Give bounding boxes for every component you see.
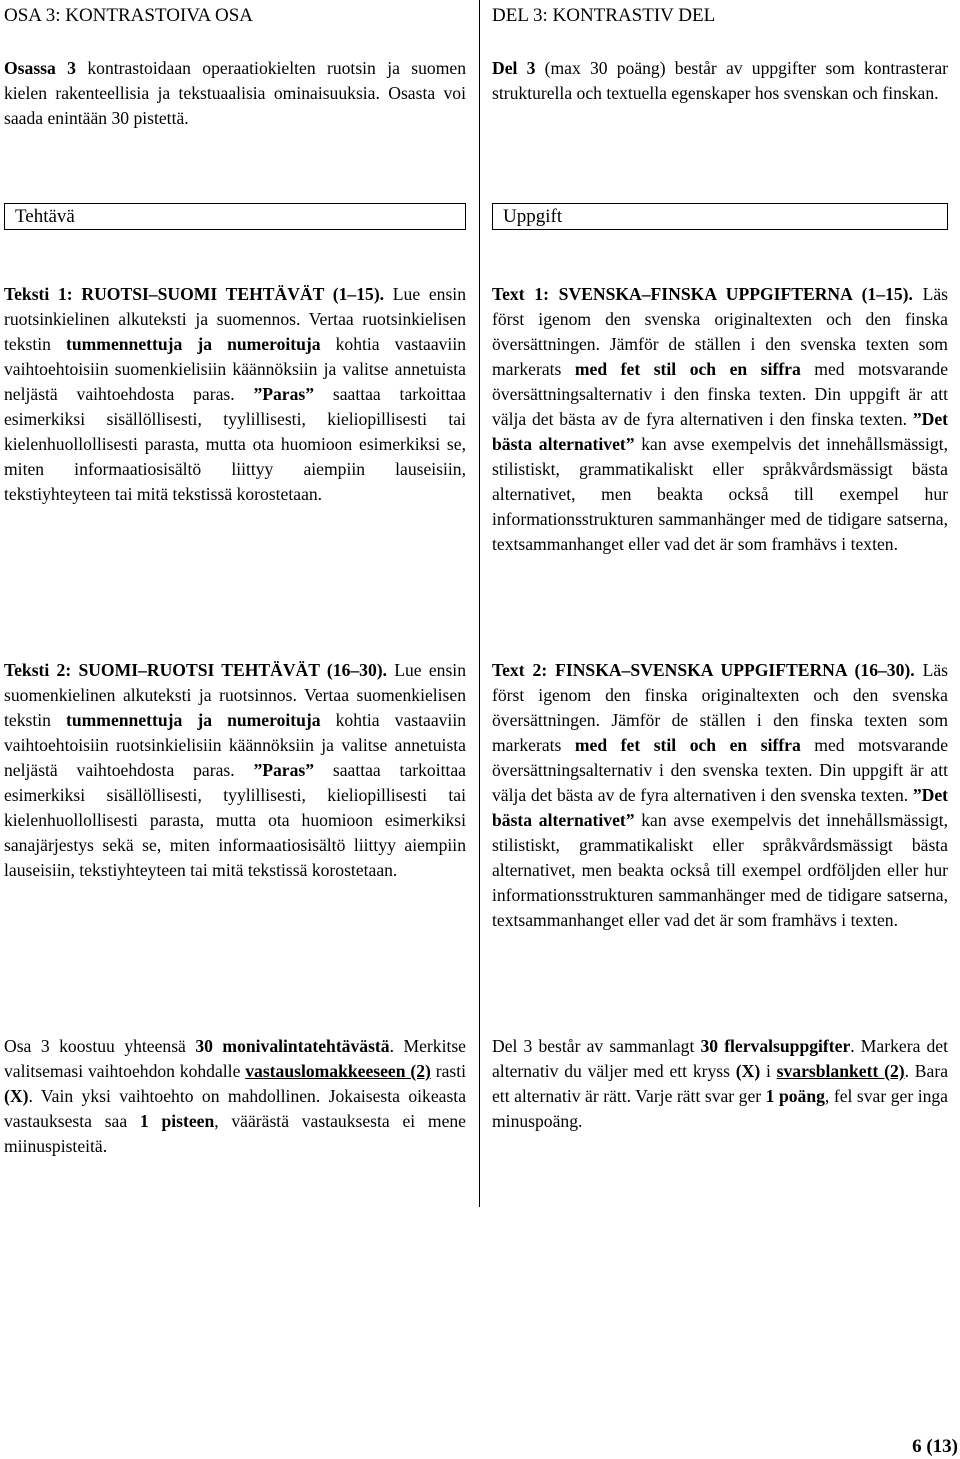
emphasis-underlined: svarsblankett (2) — [776, 1061, 905, 1081]
emphasis-bold: Text 1: SVENSKA–FINSKA UPPGIFTERNA (1–15). — [492, 284, 913, 304]
swedish-text1-instructions: Text 1: SVENSKA–FINSKA UPPGIFTERNA (1–15). Läs först igenom den svenska originaltexten och den finska översättningen. Jämför de ställen i den svenska texten som markerats med fet stil och en siffra med motsvarande översättningsalternativ i den finska texten. Din uppgift är att välja det bästa av de fyra alternativen i den finska texten. ”Det bästa alternativet” kan avse exempelvis det innehållsmässigt, stilistiskt, grammatikaliskt eller språkvårdsmässigt bästa alternativet, men beakta också till exempel hur informationsstrukturen sammanhänger med de tidigare satserna, textsammanhanget eller vad det är som framhävs i texten. — [492, 284, 949, 554]
emphasis-bold: tummennettuja ja numeroituja — [65, 710, 321, 730]
swedish-intro-paragraph: Del 3 (max 30 poäng) består av uppgifter som kontrasterar strukturella och textuella egenskaper hos svenskan och finskan. — [492, 58, 948, 103]
emphasis-bold: ”Paras” — [253, 384, 315, 404]
emphasis-bold: (X) — [4, 1086, 29, 1106]
finnish-text2-instructions: Teksti 2: SUOMI–RUOTSI TEHTÄVÄT (16–30). Lue ensin suomenkielinen alkuteksti ja ruotsinnos. Vertaa suomenkielisen tekstin tummennettuja ja numeroituja kohtia vastaaviin vaihtoehtoisiin ruotsinkielisiin käännöksiin ja valitse annetuista neljästä vaihtoehdosta paras. ”Paras” saattaa tarkoittaa esimerkiksi sisällöllisesti, tyylillisesti, kieliopillisesti tai kielenhuollollisesti parasta, mutta ota huomioon esimerkiksi sanajärjestys sekä se, miten informaatiosisältö liittyy aiempiin lauseisiin, tekstiyhteyteen tai mitä tekstissä korostetaan. — [4, 660, 467, 880]
emphasis-bold: Text 2: FINSKA–SVENSKA UPPGIFTERNA (16–30). — [492, 660, 915, 680]
emphasis-bold: 1 pisteen — [139, 1111, 215, 1131]
emphasis-bold: Teksti 1: RUOTSI–SUOMI TEHTÄVÄT (1–15). — [4, 284, 385, 304]
finnish-summary-paragraph: Osa 3 koostuu yhteensä 30 monivalintatehtävästä. Merkitse valitsemasi vaihtoehdon kohdalle vastauslomakkeeseen (2) rasti (X). Vain yksi vaihtoehto on mahdollinen. Jokaisesta oikeasta vastauksesta saa 1 pisteen, väärästä vastauksesta ei mene miinuspisteitä. — [4, 1036, 466, 1156]
emphasis-underlined: vastauslomakkeeseen (2) — [245, 1061, 431, 1081]
finnish-task-box — [4, 203, 466, 230]
swedish-task-box — [492, 203, 948, 230]
page-number: 6 (13) — [912, 1436, 958, 1457]
swedish-text2-instructions: Text 2: FINSKA–SVENSKA UPPGIFTERNA (16–30). Läs först igenom den finska originaltexten och den svenska översättningen. Jämför de ställen i den finska texten som markerats med fet stil och en siffra med motsvarande översättningsalternativ i den svenska texten. Din uppgift är att välja det bästa av de fyra alternativen i den svenska texten. ”Det bästa alternativet” kan avse exempelvis det innehållsmässigt, stilistiskt, grammatikaliskt eller språkvårdsmässigt bästa alternativet, men beakta också till exempel ordföljden eller hur informationsstrukturen sammanhänger med de tidigare satserna, textsammanhanget eller vad det är som framhävs i texten. — [492, 660, 949, 930]
finnish-task-box-label: Tehtävä — [15, 206, 75, 227]
emphasis-bold: tummennettuja ja numeroituja — [65, 334, 321, 354]
finnish-text1-instructions: Teksti 1: RUOTSI–SUOMI TEHTÄVÄT (1–15). Lue ensin ruotsinkielinen alkuteksti ja suomennos. Vertaa ruotsinkielisen tekstin tummennettuja ja numeroituja kohtia vastaaviin vaihtoehtoisiin suomenkielisiin käännöksiin ja valitse annetuista neljästä vaihtoehdosta paras. ”Paras” saattaa tarkoittaa esimerkiksi sisällöllisesti, tyylillisesti, kieliopillisesti tai kielenhuollollisesti parasta, mutta ota huomioon esimerkiksi se, miten informaatiosisältö liittyy aiempiin lauseisiin, tekstiyhteyteen tai mitä tekstissä korostetaan. — [4, 284, 467, 504]
emphasis-bold: med fet stil och en siffra — [574, 735, 801, 755]
swedish-summary-paragraph: Del 3 består av sammanlagt 30 flervalsuppgifter. Markera det alternativ du väljer med ett kryss (X) i svarsblankett (2). Bara ett alternativ är rätt. Varje rätt svar ger 1 poäng, fel svar ger inga minuspoäng. — [492, 1036, 949, 1131]
finnish-intro-paragraph: Osassa 3 kontrastoidaan operaatiokielten ruotsin ja suomen kielen rakenteellisia ja tekstuaalisia ominaisuuksia. Osasta voi saada enintään 30 pistettä. — [4, 58, 467, 128]
emphasis-bold: Teksti 2: SUOMI–RUOTSI TEHTÄVÄT (16–30). — [4, 660, 388, 680]
emphasis-bold: Osassa 3 — [4, 58, 76, 78]
emphasis-bold: 30 monivalintatehtävästä — [195, 1036, 390, 1056]
emphasis-bold: ”Det bästa alternativet” — [492, 785, 948, 830]
finnish-heading: OSA 3: KONTRASTOIVA OSA — [4, 5, 253, 26]
emphasis-bold: 1 poäng — [765, 1086, 825, 1106]
swedish-heading: DEL 3: KONTRASTIV DEL — [492, 5, 716, 26]
emphasis-bold: Del 3 — [492, 58, 536, 78]
emphasis-bold: ”Paras” — [253, 760, 315, 780]
emphasis-bold: med fet stil och en siffra — [574, 359, 801, 379]
emphasis-bold: ”Det bästa alternativet” — [492, 409, 948, 454]
emphasis-bold: (X) — [735, 1061, 761, 1081]
column-divider — [479, 0, 480, 1207]
swedish-task-box-label: Uppgift — [503, 206, 563, 227]
emphasis-bold: 30 flervalsuppgifter — [700, 1036, 851, 1056]
